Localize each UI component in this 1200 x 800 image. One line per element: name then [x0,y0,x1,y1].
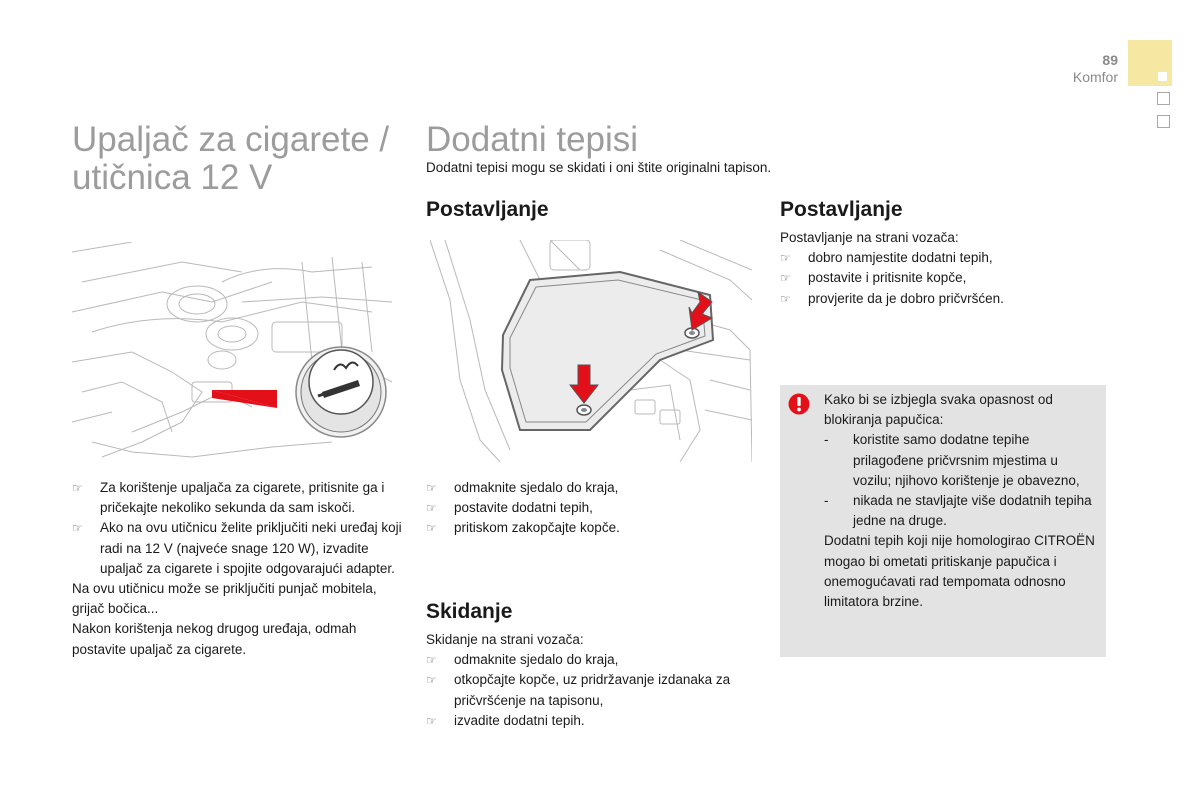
chapter-tab-marker [1158,72,1167,81]
lighter-instructions [72,478,402,660]
list-item: ☞ postavite dodatni tepih, [426,498,756,518]
list-item: ☞ pritiskom zakopčajte kopče. [426,518,756,538]
install-instructions [426,478,756,539]
cigarette-lighter-illustration [72,242,398,464]
driver-side-install-instructions [780,228,1100,309]
removal-intro: Skidanje na strani vozača: [426,632,584,647]
hand-pointer-icon: ☞ [426,673,437,688]
floor-mats-intro: Dodatni tepisi mogu se skidati i oni štite originalni tapison. [426,160,772,175]
hand-pointer-icon: ☞ [426,521,437,536]
hand-pointer-icon: ☞ [72,481,83,495]
warning-icon [788,393,810,415]
list-item: ☞ postavite i pritisnite kopče, [780,268,1100,288]
hand-pointer-icon: ☞ [72,521,83,536]
list-item: ☞ odmaknite sjedalo do kraja, [426,650,762,670]
hand-pointer-icon: ☞ [426,481,437,495]
list-item: ☞ Za korištenje upaljača za cigarete, pritisnite ga i pričekajte nekoliko sekunda da sam iskoči. [72,480,385,516]
list-item: ☞ izvadite dodatni tepih. [426,711,762,731]
after-use-paragraph: Nakon korištenja nekog drugog uređaja, odmah postavite upaljač za cigarete. [72,621,357,657]
driver-side-install-heading: Postavljanje [780,198,903,221]
hand-pointer-icon: ☞ [426,653,437,668]
list-item: ☞ Ako na ovu utičnicu želite priključiti neki uređaj koji radi na 12 V (najveće snage 120 W), izvadite upaljač za cigarete i spojite odgovarajući adapter. [72,520,402,576]
title-line-1: Upaljač za cigarete / [72,120,390,159]
floor-mats-title: Dodatni tepisi [426,120,639,159]
driver-side-intro: Postavljanje na strani vozača: [780,230,959,245]
list-item: - koristite samo dodatne tepihe prilagođene pričvrsnim mjestima u vozilu; njihovo korištenje je obavezno, [824,432,1080,488]
title-line-2: utičnica 12 V [72,158,273,197]
page-number: 89 [1102,52,1118,68]
warning-text [824,390,1096,612]
hand-pointer-icon: ☞ [780,251,791,266]
socket-usage-paragraph: Na ovu utičnicu može se priključiti punjač mobitela, grijač bočica... [72,581,377,617]
removal-heading: Skidanje [426,600,513,623]
hand-pointer-icon: ☞ [780,271,791,286]
removal-instructions [426,630,762,731]
list-item: ☞ odmaknite sjedalo do kraja, [426,478,756,498]
list-item: ☞ otkopčajte kopče, uz pridržavanje izdanaka za pričvršćenje na tapisonu, [426,672,731,708]
chapter-box-1 [1157,92,1170,105]
list-item: ☞ provjerite da je dobro pričvršćen. [780,289,1100,309]
install-heading: Postavljanje [426,198,549,221]
warning-intro: Kako bi se izbjegla svaka opasnost od blokiranja papučica: [824,392,1053,428]
chapter-box-2 [1157,115,1170,128]
warning-outro: Dodatni tepih koji nije homologirao CITROËN mogao bi ometati pritiskanje papučica i onemogućavati rad tempomata odnosno limitatora brzine. [824,533,1095,610]
cigarette-lighter-title [72,121,412,197]
floor-mat-illustration [430,240,752,462]
hand-pointer-icon: ☞ [426,713,437,728]
list-item: ☞ dobro namjestite dodatni tepih, [780,248,1100,268]
hand-pointer-icon: ☞ [426,501,437,516]
hand-pointer-icon: ☞ [780,291,791,306]
lighter-bullet-list [72,478,402,579]
list-item: - nikada ne stavljajte više dodatnih tepiha jedne na druge. [824,493,1092,529]
section-name: Komfor [1072,69,1118,85]
